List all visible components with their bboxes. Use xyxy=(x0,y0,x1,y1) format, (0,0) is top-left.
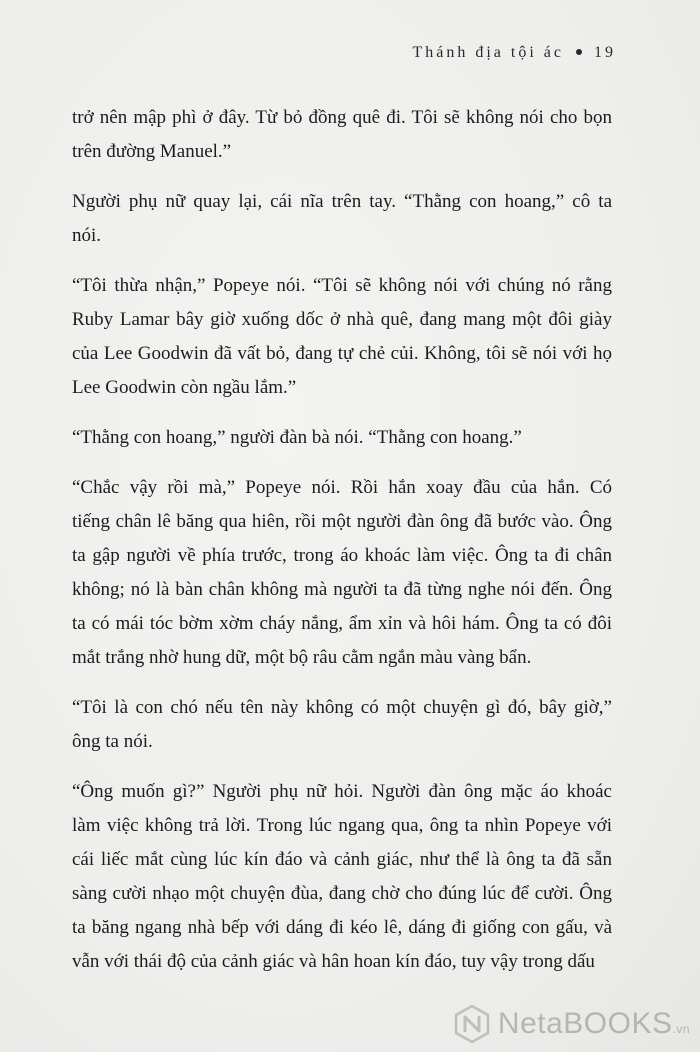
watermark-text xyxy=(498,1007,690,1041)
text-line: Lee Goodwin còn ngầu lắm.” xyxy=(72,377,297,398)
running-title: Thánh địa tội ác xyxy=(412,44,564,61)
page-number: 19 xyxy=(594,44,616,61)
paragraph-gap xyxy=(72,169,612,185)
text-line: “Chắc vậy rồi mà,” Popeye nói. Rồi hắn xoay đầu của hắn. Có xyxy=(72,477,612,498)
text-line: “Tôi thừa nhận,” Popeye nói. “Tôi sẽ không nói với chúng nó rằng xyxy=(72,275,612,296)
text-line: mắt trắng nhờ hung dữ, một bộ râu cằm ngắn màu vàng bẩn. xyxy=(72,647,532,668)
text-line: Người phụ nữ quay lại, cái nĩa trên tay. “Thằng con hoang,” cô ta xyxy=(72,191,612,212)
watermark-suffix: .vn xyxy=(672,1022,690,1036)
text-line: của Lee Goodwin đã vất bỏ, đang tự chẻ củi. Không, tôi sẽ nói với họ xyxy=(72,343,612,364)
paragraph xyxy=(72,269,612,405)
paragraph xyxy=(72,775,612,979)
paragraph-gap xyxy=(72,455,612,471)
text-line: “Ông muốn gì?” Người phụ nữ hỏi. Người đàn ông mặc áo khoác xyxy=(72,781,612,802)
paragraph-gap xyxy=(72,405,612,421)
text-line: tiếng chân lê băng qua hiên, rồi một người đàn ông đã bước vào. Ông xyxy=(72,511,612,532)
text-line: nói. xyxy=(72,225,102,246)
body-text xyxy=(72,101,612,979)
text-line: trở nên mập phì ở đây. Từ bỏ đồng quê đi. Tôi sẽ không nói cho bọn xyxy=(72,107,612,128)
netabooks-logo-icon xyxy=(452,1004,492,1044)
text-line: vẫn với thái độ của cảnh giác và hân hoan kín đáo, tuy vậy trong dấu xyxy=(72,951,595,972)
paragraph xyxy=(72,185,612,253)
text-line: “Thằng con hoang,” người đàn bà nói. “Thằng con hoang.” xyxy=(72,427,522,448)
bullet-separator xyxy=(576,49,582,55)
text-line: ông ta nói. xyxy=(72,731,153,752)
text-line: trên đường Manuel.” xyxy=(72,141,232,162)
paragraph-gap xyxy=(72,253,612,269)
text-line: ta có mái tóc bờm xờm cháy nắng, ẩm xỉn và hôi hám. Ông ta có đôi xyxy=(72,613,612,634)
watermark-brand: NetaBOOKS xyxy=(497,1007,673,1040)
text-line: sàng cười nhạo một chuyện đùa, đang chờ cho đúng lúc để cười. Ông xyxy=(72,883,612,904)
text-line: “Tôi là con chó nếu tên này không có một chuyện gì đó, bây giờ,” xyxy=(72,697,612,718)
text-line: Ruby Lamar bây giờ xuống dốc ở nhà quê, đang mang một đôi giày xyxy=(72,309,612,330)
paragraph xyxy=(72,421,612,455)
text-line: ta gập người về phía trước, trong áo khoác làm việc. Ông ta đi chân xyxy=(72,545,612,566)
watermark xyxy=(452,1004,690,1044)
paragraph-gap xyxy=(72,675,612,691)
text-line: làm việc không trả lời. Trong lúc ngang qua, ông ta nhìn Popeye với xyxy=(72,815,612,836)
running-header xyxy=(412,44,616,62)
paragraph xyxy=(72,101,612,169)
paragraph xyxy=(72,471,612,675)
paragraph-gap xyxy=(72,759,612,775)
text-line: ta băng ngang nhà bếp với dáng đi kéo lê, dáng đi giống con gấu, và xyxy=(72,917,612,938)
paragraph xyxy=(72,691,612,759)
text-line: không; nó là bàn chân không mà người ta đã từng nghe nói đến. Ông xyxy=(72,579,612,600)
text-line: cái liếc mắt cùng lúc kín đáo và cảnh giác, như thể là ông ta đã sẵn xyxy=(72,849,612,870)
